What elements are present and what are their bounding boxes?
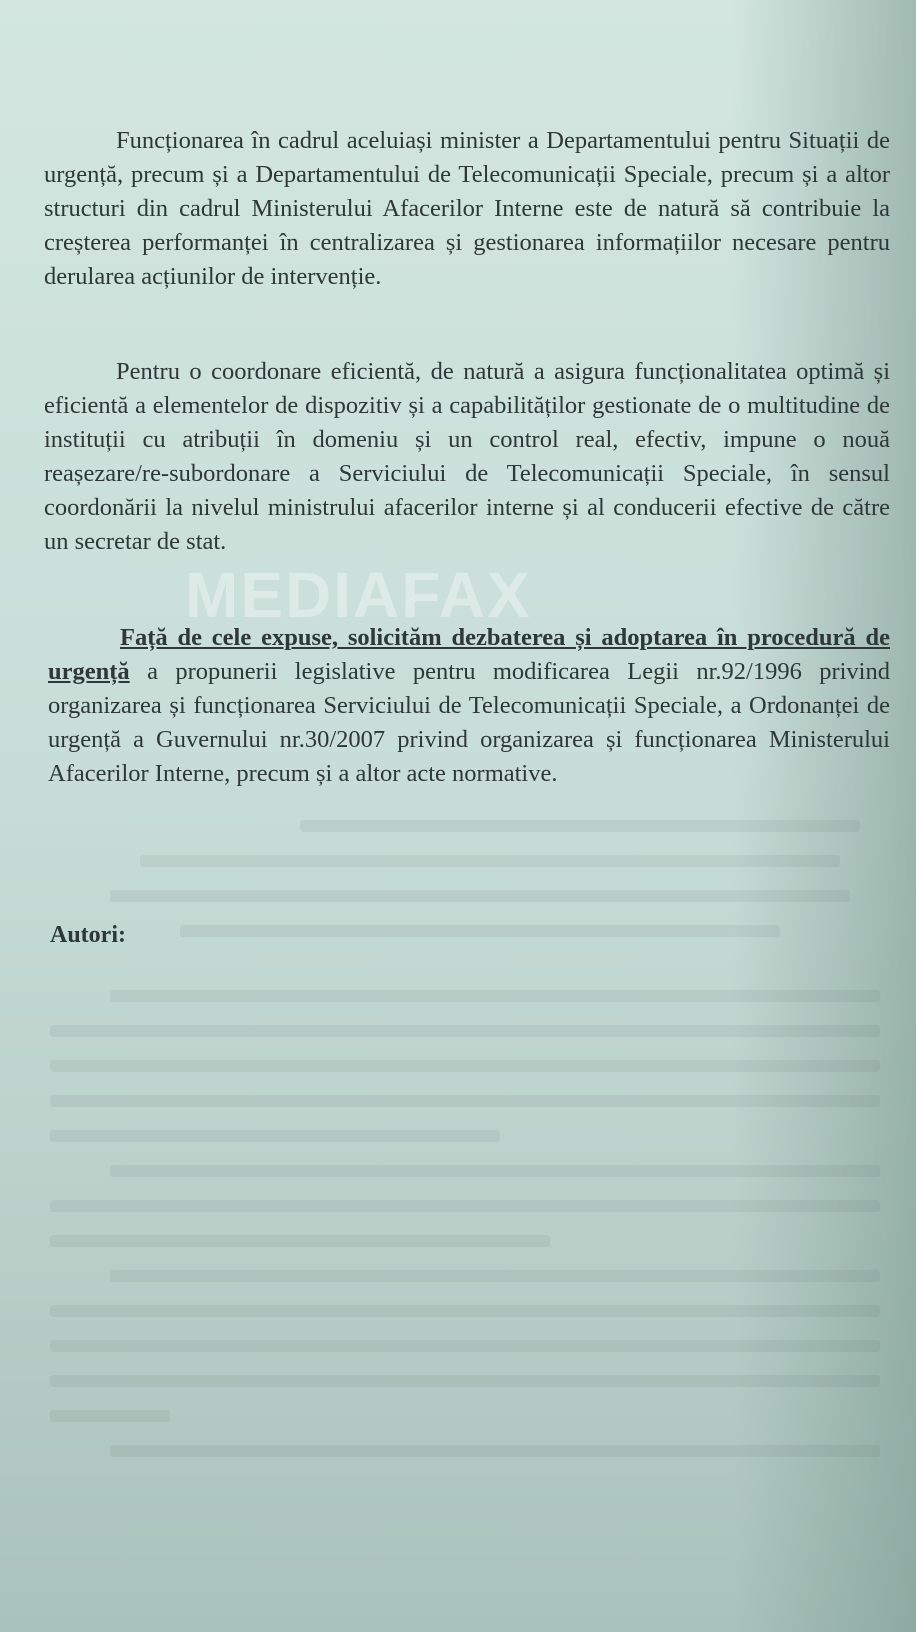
- paragraph-solicitare: [48, 621, 890, 791]
- watermark: MEDIAFAX: [185, 559, 532, 631]
- paragraph-solicitare-body: a propunerii legislative pentru modificarea Legii nr.92/1996 privind organizarea și funcționarea Serviciului de Telecomunicații Speciale, a Ordonanței de urgență a Guvernului nr.30/2007 privind organizarea și funcționarea Ministerului Afacerilor Interne, precum și a altor acte normative.: [48, 658, 890, 787]
- paragraph-functionarea: Funcționarea în cadrul aceluiași minister a Departamentului pentru Situații de urgență, precum și a Departamentului de Telecomunicații Speciale, precum și a altor structuri din cadrul Ministerului Afacerilor Interne este de natură să contribuie la creșterea performanței în centralizarea și gestionarea informațiilor necesare pentru derularea acțiunilor de intervenție.: [44, 127, 890, 290]
- paragraph-coordonare: Pentru o coordonare eficientă, de natură a asigura funcționalitatea optimă și eficientă a elementelor de dispozitiv și a capabilităților gestionate de o multitudine de instituții cu atribuții în domeniu și un control real, efectiv, impune o nouă reașezare/re-subordonare a Serviciului de Telecomunicații Speciale, în sensul coordonării la nivelul ministrului afacerilor interne și al conducerii efective de către un secretar de stat.: [44, 358, 890, 555]
- bleed-through-text: [0, 800, 916, 1500]
- emphasis-solicitare: Față de cele expuse, solicităm dezbaterea și adoptarea în procedură de urgență: [48, 624, 890, 685]
- authors-label: Autori:: [50, 922, 126, 948]
